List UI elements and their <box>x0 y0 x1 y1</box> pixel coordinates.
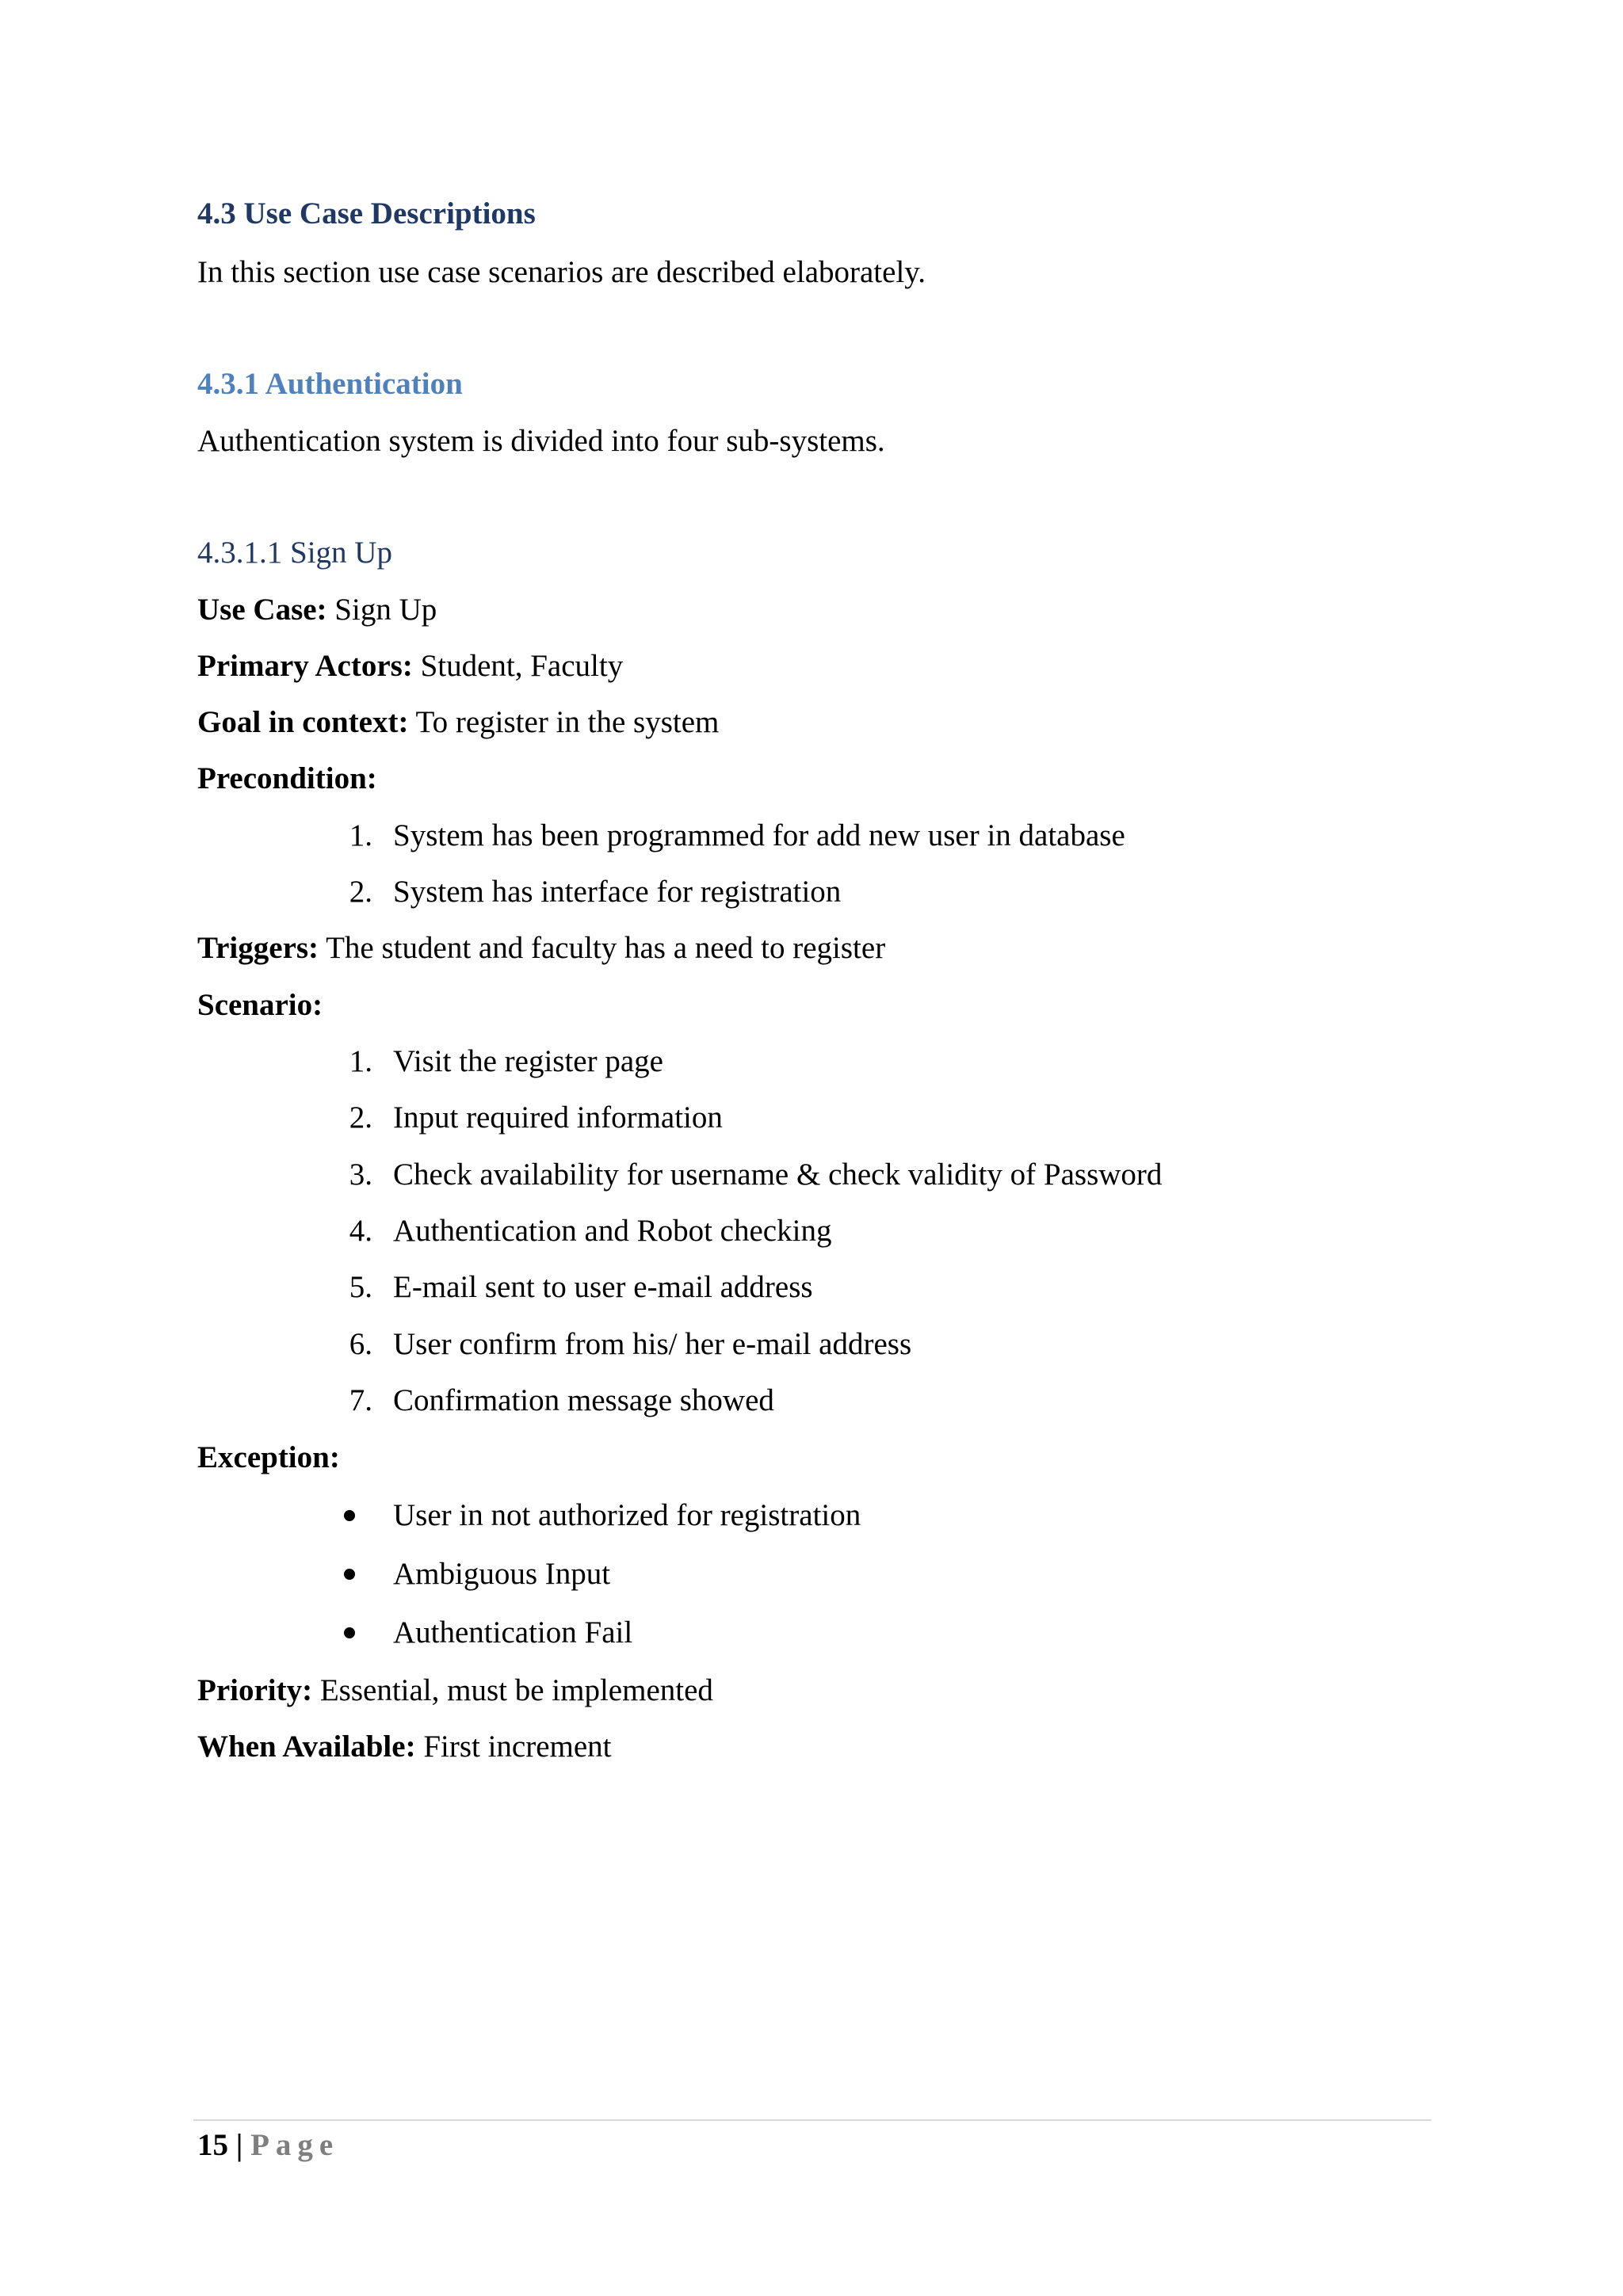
field-label: Exception: <box>197 1440 340 1474</box>
list-item: User in not authorized for registration <box>393 1498 861 1532</box>
list-number: 2. <box>349 1100 372 1135</box>
section-intro: In this section use case scenarios are described elaborately. <box>197 255 926 289</box>
field-label: Priority: <box>197 1673 313 1707</box>
field-label: Precondition: <box>197 761 377 795</box>
field-label: When Available: <box>197 1730 416 1764</box>
field-value: Essential, must be implemented <box>312 1673 713 1707</box>
list-item: Authentication Fail <box>393 1615 633 1650</box>
field-value: Student, Faculty <box>412 649 624 683</box>
field-label: Primary Actors: <box>197 649 413 683</box>
section-heading: 4.3 Use Case Descriptions <box>197 196 536 231</box>
subsection-intro: Authentication system is divided into four sub-systems. <box>197 424 885 458</box>
field-exception <box>197 1442 340 1473</box>
list-number: 1. <box>349 818 372 852</box>
footer-separator: | <box>228 2128 251 2162</box>
list-item: Ambiguous Input <box>393 1557 611 1591</box>
list-number: 2. <box>349 875 372 909</box>
list-item: Visit the register page <box>393 1044 663 1078</box>
field-priority <box>197 1675 713 1706</box>
field-value: The student and faculty has a need to register <box>319 931 886 965</box>
list-item: System has been programmed for add new user in database <box>393 818 1125 852</box>
subsection-heading: 4.3.1 Authentication <box>197 367 463 401</box>
list-item: System has interface for registration <box>393 875 842 909</box>
bullet-icon <box>344 1627 355 1638</box>
bullet-icon <box>344 1569 355 1580</box>
list-item: E-mail sent to user e-mail address <box>393 1270 813 1304</box>
field-primary-actors <box>197 650 623 681</box>
bullet-icon <box>344 1510 355 1521</box>
footer-divider <box>193 2119 1431 2121</box>
page-label: Page <box>250 2128 340 2162</box>
field-label: Use Case: <box>197 593 327 627</box>
list-number: 5. <box>349 1270 372 1304</box>
list-item: Input required information <box>393 1100 723 1135</box>
field-triggers <box>197 933 885 963</box>
list-number: 7. <box>349 1383 372 1417</box>
subsubsection-heading: 4.3.1.1 Sign Up <box>197 536 392 570</box>
field-when-available <box>197 1731 612 1762</box>
list-number: 3. <box>349 1158 372 1192</box>
list-item: Confirmation message showed <box>393 1383 774 1417</box>
list-item: User confirm from his/ her e-mail address <box>393 1327 912 1361</box>
field-value: First increment <box>415 1730 612 1764</box>
field-scenario <box>197 990 323 1020</box>
list-number: 4. <box>349 1214 372 1248</box>
field-label: Triggers: <box>197 931 319 965</box>
page-number: 15 <box>197 2128 228 2162</box>
field-value: Sign Up <box>327 593 437 627</box>
list-item: Authentication and Robot checking <box>393 1214 832 1248</box>
list-number: 1. <box>349 1044 372 1078</box>
field-goal <box>197 707 719 738</box>
list-number: 6. <box>349 1327 372 1361</box>
field-label: Goal in context: <box>197 705 409 739</box>
field-value: To register in the system <box>408 705 720 739</box>
page-footer <box>197 2130 339 2161</box>
list-item: Check availability for username & check validity of Password <box>393 1158 1163 1192</box>
field-label: Scenario: <box>197 988 323 1022</box>
field-use-case <box>197 594 437 625</box>
field-precondition <box>197 763 377 794</box>
